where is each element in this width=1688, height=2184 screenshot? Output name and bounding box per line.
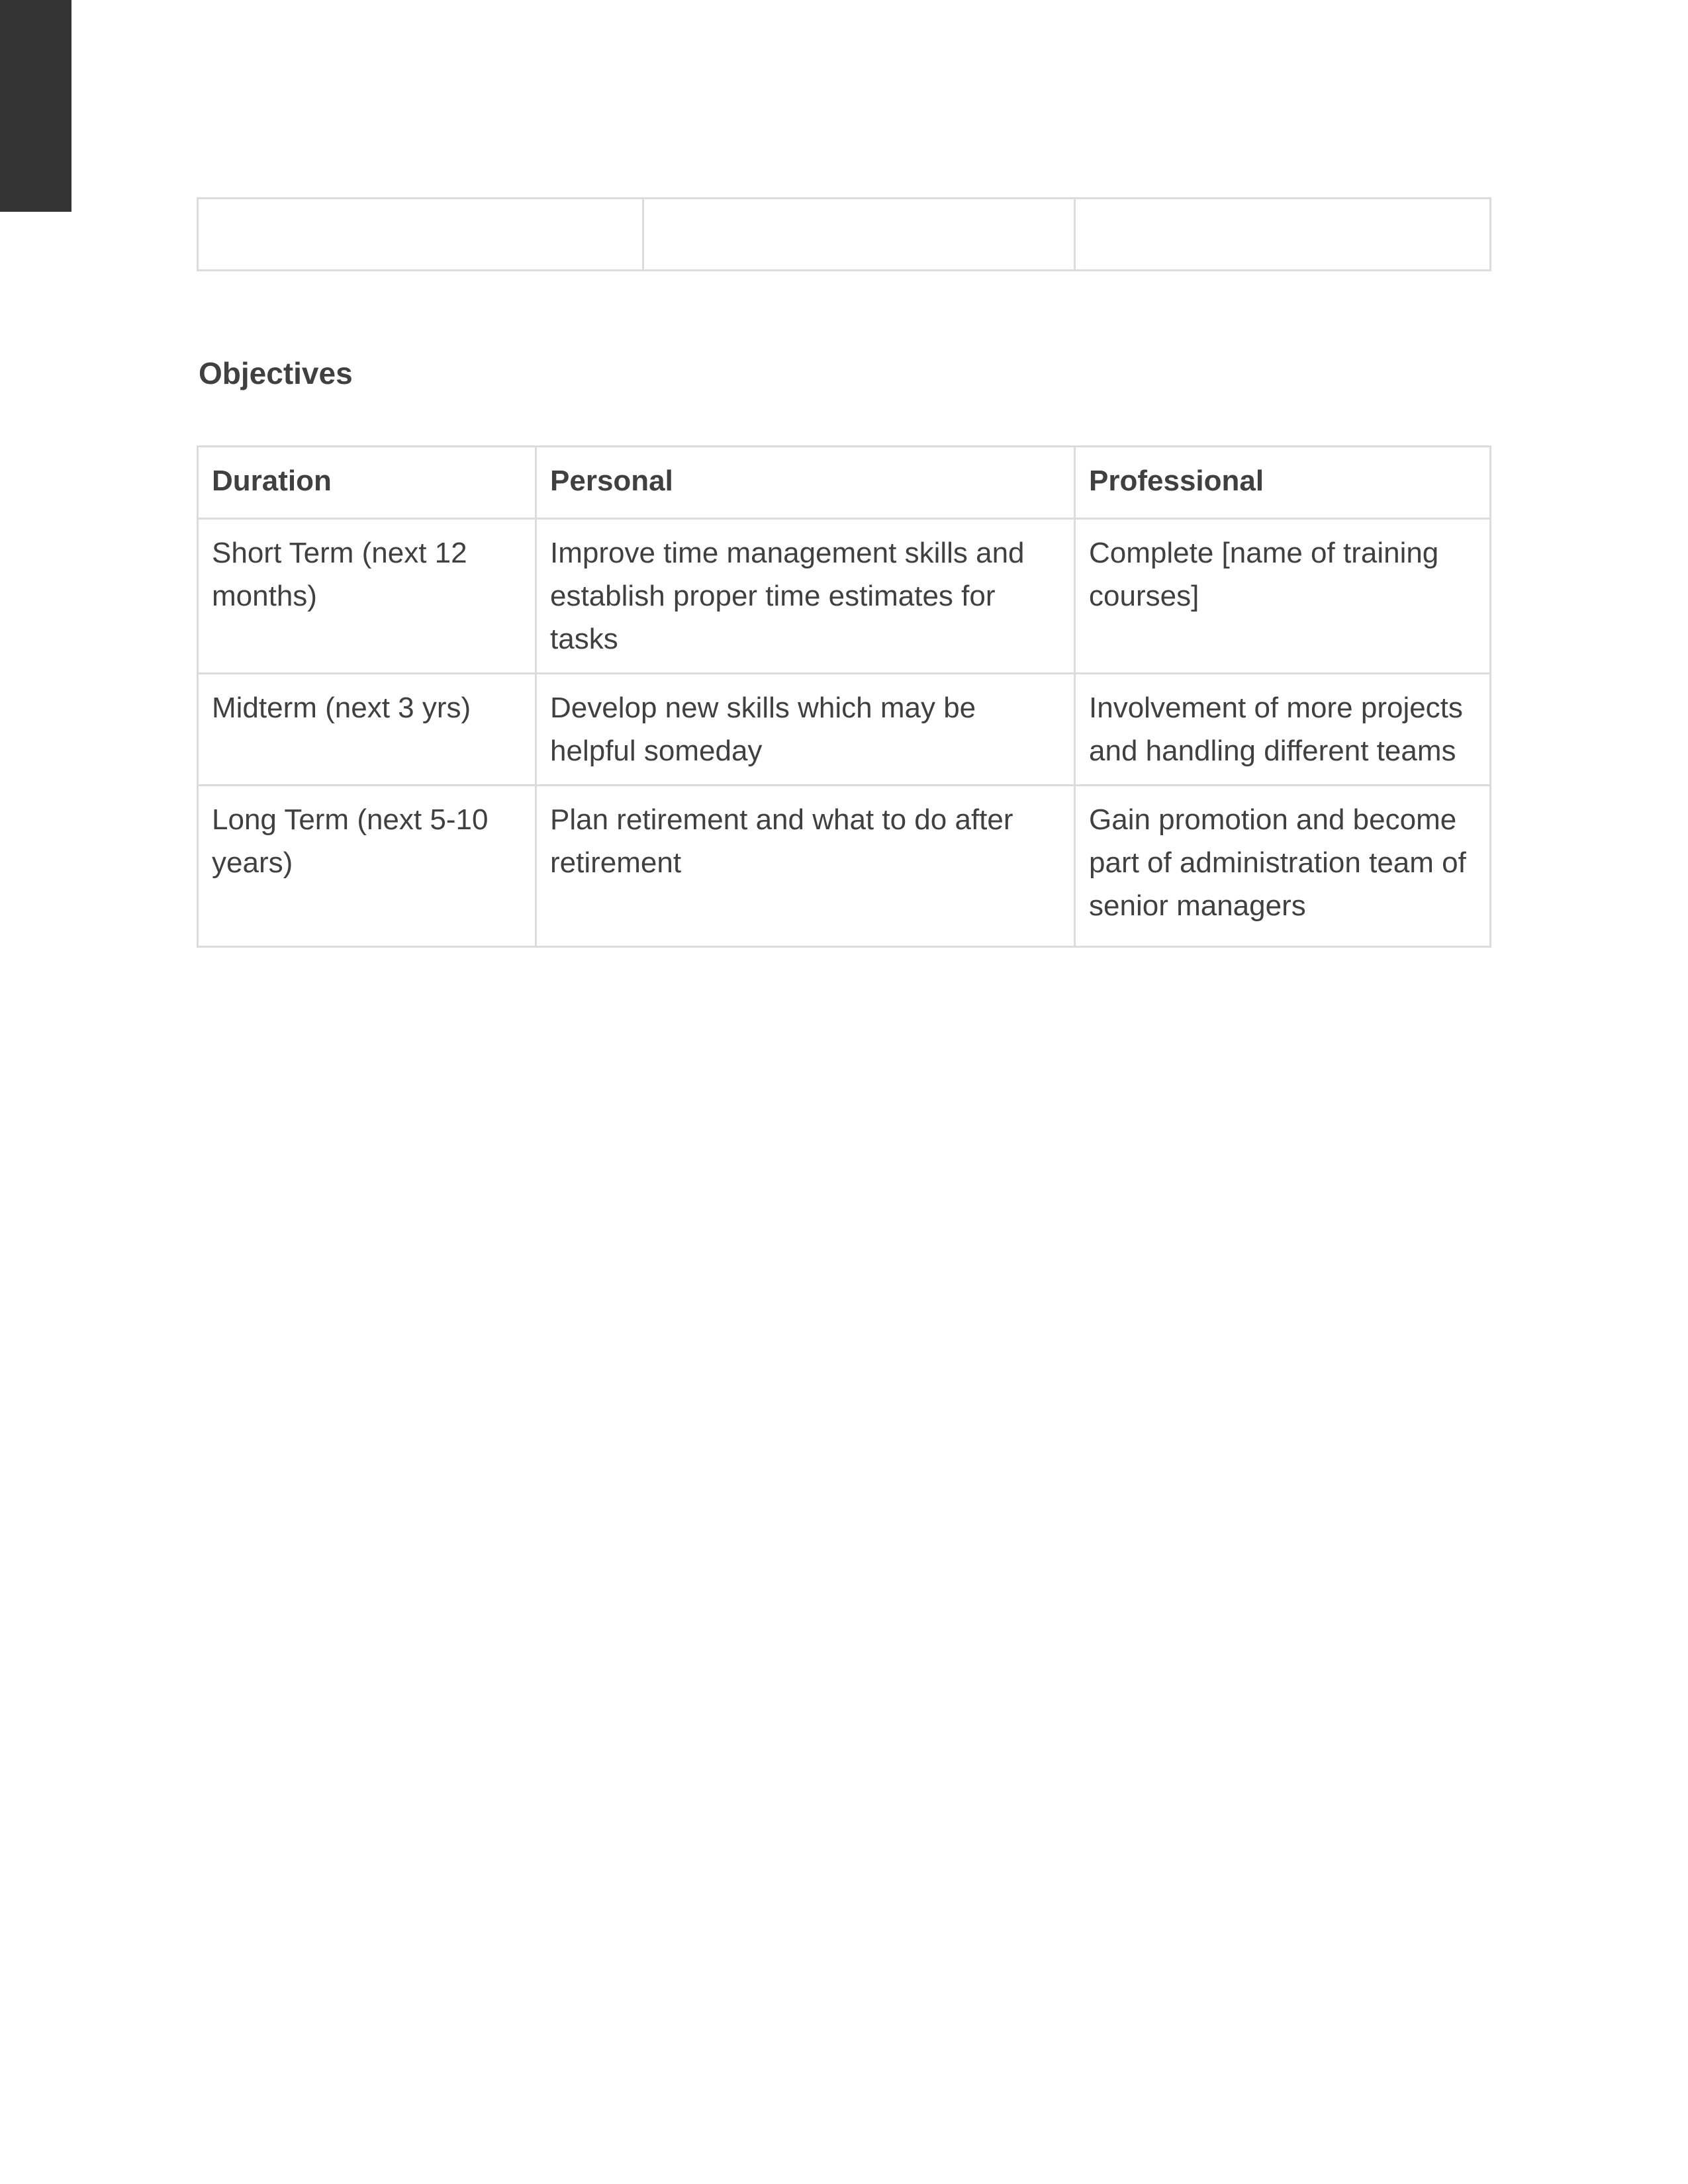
table-row: [198, 786, 1491, 947]
section-heading: Objectives: [199, 356, 353, 390]
column-header-professional: Professional: [1075, 447, 1491, 519]
table-row: [198, 199, 1491, 271]
empty-header-table: [197, 197, 1491, 271]
duration-cell: Long Term (next 5-10 years): [198, 786, 536, 947]
column-header-personal: Personal: [536, 447, 1075, 519]
table-header-row: [198, 447, 1491, 519]
personal-cell: Develop new skills which may be helpful someday: [536, 674, 1075, 786]
table-row: [198, 674, 1491, 786]
objectives-table: [197, 445, 1491, 948]
duration-cell: Short Term (next 12 months): [198, 519, 536, 674]
table-cell: [198, 199, 643, 271]
table-cell: [1075, 199, 1491, 271]
professional-cell: Involvement of more projects and handling different teams: [1075, 674, 1491, 786]
duration-cell: Midterm (next 3 yrs): [198, 674, 536, 786]
professional-cell: Gain promotion and become part of administration team of senior managers: [1075, 786, 1491, 947]
column-header-duration: Duration: [198, 447, 536, 519]
personal-cell: Improve time management skills and establish proper time estimates for tasks: [536, 519, 1075, 674]
table-row: [198, 519, 1491, 674]
table-cell: [643, 199, 1075, 271]
side-tab-bar: [0, 0, 71, 212]
personal-cell: Plan retirement and what to do after retirement: [536, 786, 1075, 947]
professional-cell: Complete [name of training courses]: [1075, 519, 1491, 674]
